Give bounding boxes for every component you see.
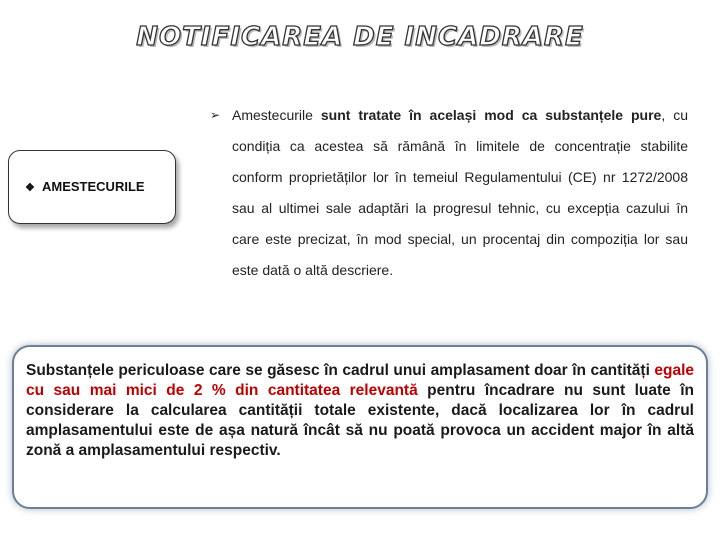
note-part3: pentru încadrare nu sunt luate în considerare la calcularea cantității totale existente, dacă localizarea lor în cadrul amplasamentului este de așa natură încât să nu poată provoca un accident major în altă zonă a amplasamentului respectiv.: [26, 382, 694, 459]
bullet-rest: , cu condiția ca acestea să rămână în limitele de concentrație stabilite conform proprietăților lor în temeiul Regulamentului (CE) nr 1272/2008 sau al ultimei sale adaptări la progresul tehnic, cu excepția cazului în care este precizat, în mod special, un procentaj din compoziția lor sau este dată o altă descriere.: [232, 107, 688, 278]
bullet-bold: sunt tratate în același mod ca substanțele pure: [320, 107, 662, 123]
bullet-lead: Amestecurile: [232, 107, 321, 123]
amestecurile-box: [8, 150, 176, 224]
bullet-paragraph: [210, 100, 688, 286]
amestecurile-label: AMESTECURILE: [42, 179, 145, 194]
bullet-text: [232, 100, 688, 286]
note-text: [26, 361, 694, 461]
note-part1: Substanțele periculoase care se găsesc în cadrul unui amplasament doar în cantități: [26, 362, 655, 379]
arrow-bullet-icon: ➢: [210, 108, 221, 122]
amestecurile-label-wrap: [25, 179, 145, 194]
diamond-bullet-icon: ❖: [25, 182, 35, 194]
page-title: NOTIFICAREA DE INCADRARE: [136, 22, 584, 52]
note-box: [12, 345, 708, 509]
note-red-highlight: egale cu sau mai mici de 2 % din cantitatea relevantă: [26, 362, 694, 399]
